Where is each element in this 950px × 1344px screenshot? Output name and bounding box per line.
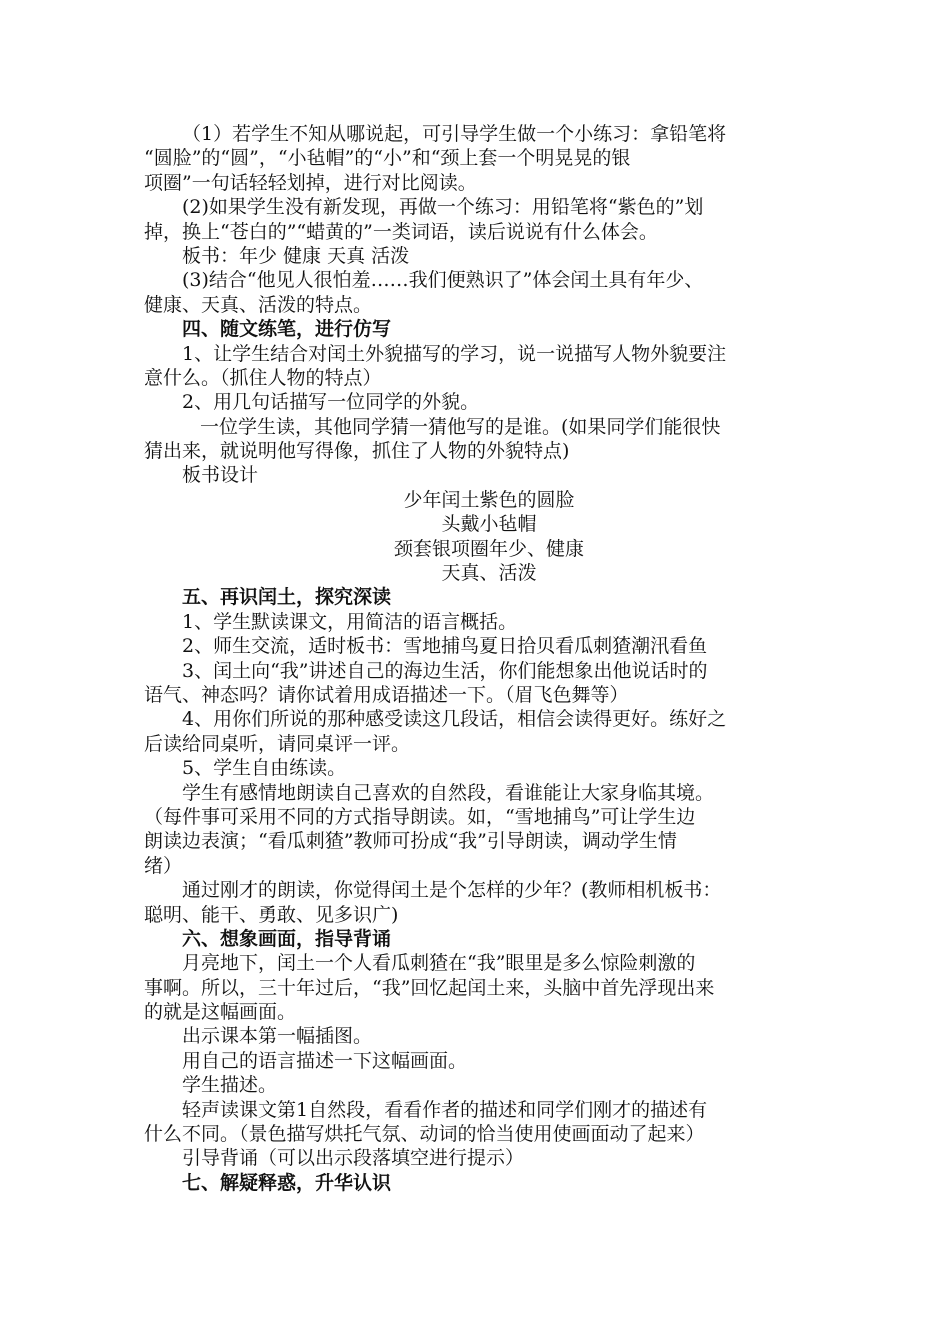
paragraph-line: （1）若学生不知从哪说起，可引导学生做一个小练习：拿铅笔将 xyxy=(182,123,727,145)
paragraph-line: 1、学生默读课文，用简洁的语言概括。 xyxy=(182,610,518,633)
paragraph-line: 一位学生读，其他同学猜一猜他写的是谁。(如果同学们能很快 xyxy=(200,415,721,438)
paragraph-line: 绪） xyxy=(144,854,183,877)
paragraph-line: (2)如果学生没有新发现，再做一个练习：用铅笔将“紫色的”划 xyxy=(182,196,704,219)
paragraph-line: 2、用几句话描写一位同学的外貌。 xyxy=(182,391,480,414)
paragraph-line: 通过刚才的朗读，你觉得闰土是个怎样的少年？(教师相机板书： xyxy=(182,879,722,902)
paragraph-line: 猜出来，就说明他写得像，抓住了人物的外貌特点) xyxy=(144,440,570,463)
paragraph-line: 聪明、能干、勇敢、见多识广) xyxy=(144,903,399,926)
paragraph-line: “圆脸”的“圆”，“小毡帽”的“小”和“颈上套一个明晃晃的银 xyxy=(144,147,631,170)
section-heading: 四、随文练笔，进行仿写 xyxy=(182,318,392,341)
paragraph-line: 的就是这幅画面。 xyxy=(144,1001,297,1024)
blackboard-design-line: 头戴小毡帽 xyxy=(441,513,537,536)
paragraph-line: 4、用你们所说的那种感受读这几段话，相信会读得更好。练好之 xyxy=(182,708,727,731)
paragraph-line: (3)结合“他见人很怕羞……我们便熟识了”体会闰土具有年少、 xyxy=(182,269,704,292)
paragraph-line: 用自己的语言描述一下这幅画面。 xyxy=(182,1049,468,1072)
paragraph-line: 2、师生交流，适时板书：雪地捕鸟夏日拾贝看瓜刺猹潮汛看鱼 xyxy=(182,635,708,658)
paragraph-line: 意什么。（抓住人物的特点） xyxy=(144,366,382,389)
blackboard-design-line: 天真、活泼 xyxy=(441,562,537,585)
paragraph-line: 掉，换上“苍白的”“蜡黄的”一类词语，读后说说有什么体会。 xyxy=(144,220,658,243)
blackboard-design-label: 板书设计 xyxy=(182,464,259,487)
paragraph-line: 后读给同桌听，请同桌评一评。 xyxy=(144,732,411,755)
document-body xyxy=(144,122,834,1195)
paragraph-line: 月亮地下，闰土一个人看瓜刺猹在“我”眼里是多么惊险刺激的 xyxy=(182,952,696,975)
paragraph-line: 学生有感情地朗读自己喜欢的自然段，看谁能让大家身临其境。 xyxy=(182,781,715,804)
paragraph-line: 项圈”一句话轻轻划掉，进行对比阅读。 xyxy=(144,171,477,194)
paragraph-line: 3、闰土向“我”讲述自己的海边生活，你们能想象出他说话时的 xyxy=(182,659,708,682)
blackboard-note: 板书：年少 健康 天真 活泼 xyxy=(182,244,410,267)
paragraph-line: 1、让学生结合对闰土外貌描写的学习，说一说描写人物外貌要注 xyxy=(182,342,727,365)
paragraph-line: 健康、天真、活泼的特点。 xyxy=(144,293,373,316)
paragraph-line: 引导背诵（可以出示段落填空进行提示） xyxy=(182,1147,525,1170)
paragraph-line: （每件事可采用不同的方式指导朗读。如，“雪地捕鸟”可让学生边 xyxy=(144,805,696,828)
blackboard-design-line: 颈套银项圈年少、健康 xyxy=(393,537,584,560)
section-heading: 七、解疑释惑，升华认识 xyxy=(182,1171,392,1194)
paragraph-line: 学生描述。 xyxy=(182,1074,278,1097)
paragraph-line: 什么不同。（景色描写烘托气氛、动词的恰当使用使画面动了起来） xyxy=(144,1123,705,1146)
paragraph-line: 5、学生自由练读。 xyxy=(182,757,347,780)
paragraph-line: 语气、神态吗？请你试着用成语描述一下。（眉飞色舞等） xyxy=(144,683,629,706)
paragraph-line: 轻声读课文第1自然段，看看作者的描述和同学们刚才的描述有 xyxy=(182,1098,708,1121)
paragraph-line: 出示课本第一幅插图。 xyxy=(182,1025,373,1048)
paragraph-line: 事啊。所以，三十年过后，“我”回忆起闰土来，头脑中首先浮现出来 xyxy=(144,976,715,999)
paragraph-line: 朗读边表演；“看瓜刺猹”教师可扮成“我”引导朗读，调动学生情 xyxy=(144,830,677,853)
section-heading: 五、再识闰土，探究深读 xyxy=(182,586,392,609)
section-heading: 六、想象画面，指导背诵 xyxy=(182,927,392,950)
blackboard-design-line: 少年闰土紫色的圆脸 xyxy=(403,488,575,511)
